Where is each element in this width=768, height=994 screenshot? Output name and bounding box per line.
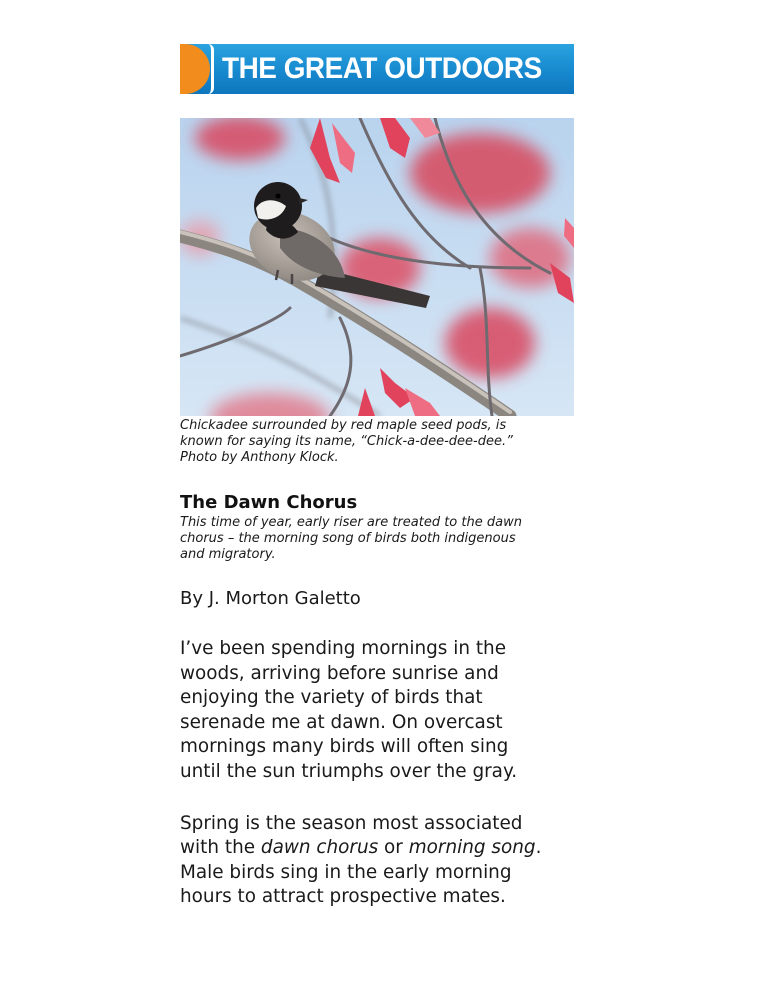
- emphasis-dawn-chorus: dawn chorus: [260, 837, 379, 859]
- deck-line: This time of year, early riser are treated to the dawn: [180, 515, 522, 530]
- paragraph-line: Spring is the season most associated: [180, 812, 523, 834]
- text-run: with the: [180, 837, 261, 859]
- caption-line: Photo by Anthony Klock.: [180, 450, 339, 465]
- paragraph-line: until the sun triumphs over the gray.: [180, 760, 518, 782]
- paragraph-line: woods, arriving before sunrise and: [180, 662, 499, 684]
- caption-line: known for saying its name, “Chick-a-dee-dee-dee.”: [180, 434, 513, 449]
- chickadee-photo: [180, 118, 574, 416]
- deck-line: chorus – the morning song of birds both indigenous: [180, 531, 516, 546]
- banner-title: THE GREAT OUTDOORS: [222, 52, 542, 85]
- paragraph-line: enjoying the variety of birds that: [180, 687, 483, 709]
- section-banner: [180, 44, 574, 94]
- paragraph-line: mornings many birds will often sing: [180, 736, 509, 758]
- paragraph-line: hours to attract prospective mates.: [180, 886, 506, 908]
- caption-line: Chickadee surrounded by red maple seed pods, is: [180, 418, 507, 433]
- paragraph-line: I’ve been spending mornings in the: [180, 638, 507, 659]
- paragraph-line: serenade me at dawn. On overcast: [180, 711, 503, 733]
- paragraph-line: [180, 836, 590, 861]
- banner-orange-tab: [180, 44, 210, 94]
- photo-caption: [180, 418, 580, 466]
- paragraph-1: [180, 637, 590, 785]
- text-run: or: [378, 837, 409, 859]
- article-heading: The Dawn Chorus: [180, 492, 358, 513]
- text-run: .: [535, 837, 542, 859]
- article-deck: [180, 515, 584, 563]
- paragraph-2: [180, 812, 590, 910]
- byline: By J. Morton Galetto: [180, 588, 361, 609]
- article-page: [180, 44, 576, 910]
- emphasis-morning-song: morning song: [408, 837, 536, 859]
- deck-line: and migratory.: [180, 547, 276, 562]
- paragraph-line: Male birds sing in the early morning: [180, 861, 512, 883]
